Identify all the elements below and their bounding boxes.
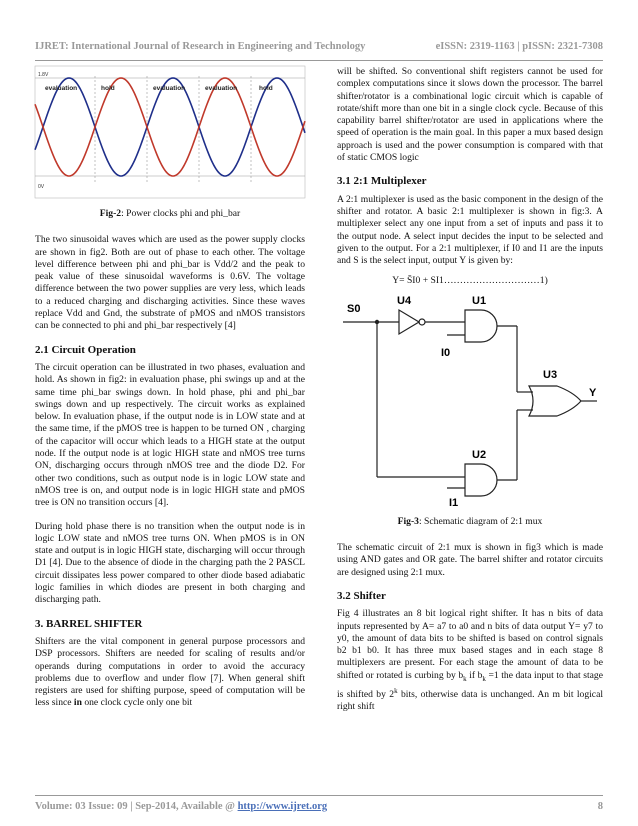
fig2-label-hold-1: hold <box>101 85 115 92</box>
fig2-label-eval-3: evaluation <box>205 85 238 92</box>
left-paragraph-4 <box>35 636 305 710</box>
fig2-caption <box>35 208 305 220</box>
fig3-u3: U3 <box>543 368 558 381</box>
left-p4-bold: in <box>73 697 82 709</box>
section-3-1-heading: 3.1 2:1 Multiplexer <box>337 175 427 188</box>
mux-equation: Y= S̄I0 + SI1…………………………1) <box>392 275 548 287</box>
fig3-s0: S0 <box>347 302 361 315</box>
fig2-label-eval-2: evaluation <box>153 85 186 92</box>
right-p4-part-c: =1 the data input to that stage is shifted by 2 <box>337 669 603 701</box>
page-header <box>35 41 603 52</box>
fig3-u4: U4 <box>397 294 412 307</box>
section-3-2-heading: 3.2 Shifter <box>337 589 386 602</box>
section-2-1-heading: 2.1 Circuit Operation <box>35 343 136 356</box>
fig3-i0: I0 <box>441 346 451 359</box>
fig3-mux-schematic <box>337 292 603 509</box>
subscript-k-2: k <box>482 674 486 683</box>
subscript-k-1: k <box>463 674 467 683</box>
footer-link[interactable]: http://www.ijret.org <box>237 801 328 812</box>
right-column <box>337 66 603 725</box>
fig3-u1: U1 <box>472 294 487 307</box>
footer-volume-text: Volume: 03 Issue: 09 | Sep-2014, Available @ <box>35 801 238 812</box>
fig3-caption <box>337 516 603 528</box>
fig2-label-hold-2: hold <box>259 85 273 92</box>
fig2-label-eval-1: evaluation <box>45 85 78 92</box>
left-paragraph-1: The two sinusoidal waves which are used as the power supply clocks are shown in fig2. Both are out of phase to each other. The voltage level difference between phi and phi_bar is Vdd/2 and the peak to peak value of these sinusoidal waveforms is 0.6V. The voltage difference between the two power supplies are very less, which leads to a reduced charging and discharging activities. Since these waves replace Vdd and Gnd, the substrate of pMOS and nMOS transistors can be connected to phi and phi_bar respectively [4] <box>35 234 305 332</box>
fig2-zero-label: 0V <box>38 184 45 190</box>
superscript-k: k <box>394 686 398 695</box>
fig3-y: Y <box>589 386 597 399</box>
footer-rule <box>35 795 603 796</box>
right-paragraph-4 <box>337 608 603 713</box>
right-paragraph-1: will be shifted. So conventional shift registers cannot be used for complex computations since it slows down the processor. The barrel shifter/rotator is a combinational logic circuit which is capable of rotate/shift more than one bit in a single clock cycle. Because of this capability barrel shifter/rotator are used in applications where the speed of operation is the main goal. In this paper a mux based design approach is used and the power consumption is compared with that of static CMOS logic <box>337 66 603 164</box>
right-p4-part-b: if b <box>466 669 483 681</box>
fig2-waveform <box>35 66 305 198</box>
section-3-heading: 3. BARREL SHIFTER <box>35 617 143 630</box>
right-p4-part-a: Fig 4 illustrates an 8 bit logical right shifter. It has n bits of data inputs represented by A= a7 to a0 and n bits of data output Y= y7 to y0, the amount of data bits to be shifted is based on control signals b2 b1 b0. It has three mux based stages and in each stage 8 multiplexers are present. For each stage the amount of data to be shifted or rotated is curbing by b <box>337 608 603 681</box>
fig2-caption-text: : Power clocks phi and phi_bar <box>121 208 241 219</box>
page-number: 8 <box>597 801 603 812</box>
left-p4-part-a: Shifters are the vital component in general purpose processors and DSP processors. Shifters are needed for scaling of results and/or operands during computations in order to avoid the accuracy problems due to overflow and under flow [7]. When general shift registers are used for shifting purpose, speed of computation will be less since <box>35 635 305 709</box>
page-footer <box>35 801 603 812</box>
left-paragraph-2: The circuit operation can be illustrated in two phases, evaluation and hold. As shown in fig2: in evaluation phase, phi swings up and at the same time phi_bar swings down. In hold phase, phi and phi_bar swings down and up respectively. The circuit works as explained below. In evaluation phase, if the output node is in LOW state and at the same time, if the pMOS tree is happen to be turned ON , charging of the capacitor will occur which leads to a HIGH state at the output node. If the output node is at logic HIGH state and nMOS tree turns ON, discharging occurs through nMOS tree and the diode D2. For other two conditions, such as output node is in logic LOW state and nMOS tree is on, and output node is in logic HIGH state and pMOS tree is ON no transition occurs [4]. <box>35 361 305 509</box>
left-paragraph-3: During hold phase there is no transition when the output node is in logic LOW state and nMOS tree turns ON. When pMOS is in ON state and output is in logic HIGH state, discharging will occur through D1 [4]. Due to the absence of diode in the charging path the 2 PASCL circuit dissipates less power compared to other diode based adiabatic logic families in which diodes are present in both charging and discharging path. <box>35 520 305 606</box>
right-paragraph-3: The schematic circuit of 2:1 mux is shown in fig3 which is made using AND gates and OR gate. The barrel shifter and rotator circuits are designed using 2:1 mux. <box>337 542 603 578</box>
left-p4-part-c: one clock cycle only one bit <box>81 697 193 709</box>
fig2-v-label: 1.8V <box>38 72 49 78</box>
right-p4-part-d: bits, otherwise data is unchanged. An m bit logical right shift <box>337 689 603 713</box>
footer-volume <box>35 801 327 812</box>
journal-title: IJRET: International Journal of Research in Engineering and Technology <box>35 41 366 52</box>
fig3-u2: U2 <box>472 448 487 461</box>
right-paragraph-2: A 2:1 multiplexer is used as the basic component in the design of the shifter and rotator. A basic 2:1 multiplexer is shown in fig:3. A multiplexer select any one input from a set of inputs and pass it to the output node. A select input decides the input to be selected and given to the output. For a 2:1 multiplexer, if I0 and I1 are the inputs and S is the select input, output Y is given by: <box>337 193 603 267</box>
header-rule <box>35 60 603 61</box>
fig3-i1: I1 <box>449 496 459 509</box>
issn: eISSN: 2319-1163 | pISSN: 2321-7308 <box>435 41 603 52</box>
fig3-caption-text: : Schematic diagram of 2:1 mux <box>418 515 543 527</box>
fig2-caption-label: Fig-2 <box>99 208 122 219</box>
fig3-caption-label: Fig-3 <box>397 515 419 527</box>
left-column <box>35 66 305 721</box>
